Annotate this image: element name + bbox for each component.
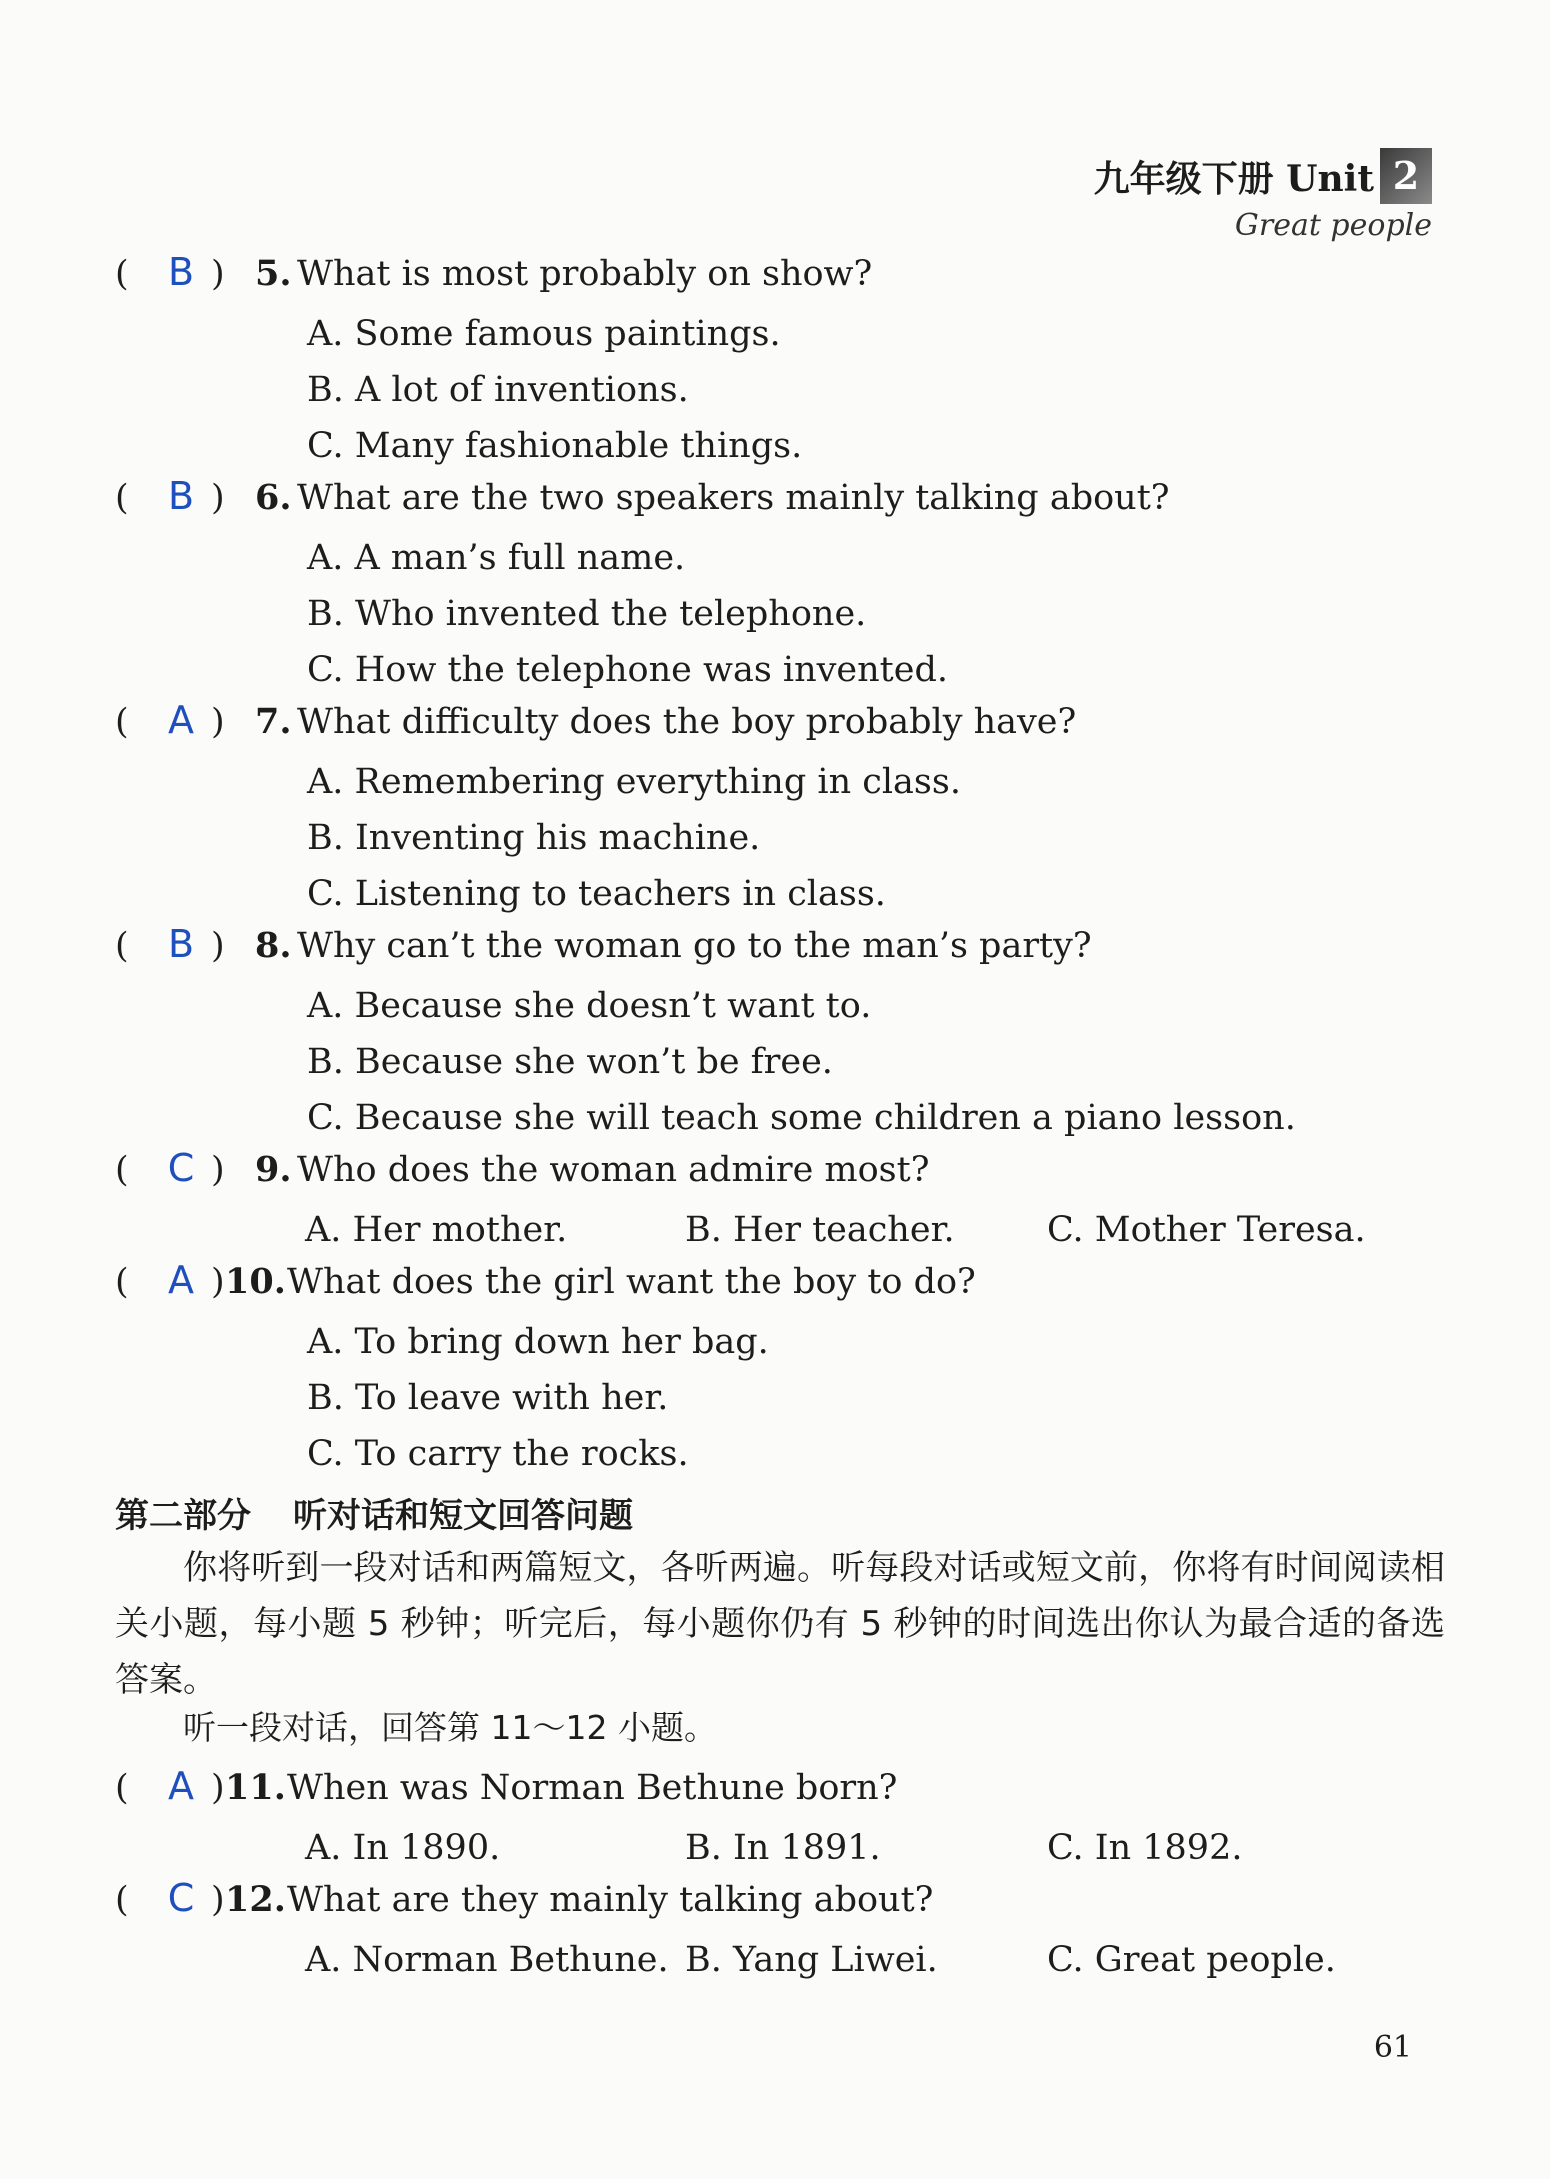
question-11: [115, 1764, 1445, 1876]
option-b: B. Inventing his machine.: [307, 818, 761, 858]
question-number: 7.: [255, 701, 292, 742]
section-label: 第二部分: [115, 1496, 251, 1536]
option-a: A. A man’s full name.: [307, 538, 686, 578]
option-b: B. Yang Liwei.: [685, 1940, 938, 1980]
question-line: [115, 474, 1445, 530]
paren-open: (: [115, 1150, 129, 1190]
question-line: [115, 1258, 1445, 1314]
option-c: C. Many fashionable things.: [307, 426, 803, 466]
header-title: 九年级下册 Unit: [1093, 157, 1374, 200]
question-number: 6.: [255, 477, 292, 518]
option-a: A. Because she doesn’t want to.: [307, 986, 872, 1026]
question-stem: What is most probably on show?: [297, 254, 873, 294]
question-number: 12.: [225, 1879, 286, 1920]
option-b: B. A lot of inventions.: [307, 370, 689, 410]
question-stem: Who does the woman admire most?: [297, 1150, 930, 1190]
section-heading: 听对话和短文回答问题: [293, 1496, 633, 1536]
question-number: 10.: [225, 1261, 286, 1302]
question-line: [115, 1146, 1445, 1202]
options-row: [115, 1932, 1445, 1988]
question-5: [115, 250, 1445, 474]
option-a: A. To bring down her bag.: [307, 1322, 769, 1362]
page-header: [1094, 148, 1432, 243]
answer-mark: C: [167, 1876, 195, 1920]
question-number: 5.: [255, 253, 292, 294]
paren-close: ): [211, 702, 225, 742]
paren-open: (: [115, 702, 129, 742]
paren-close: ): [211, 254, 225, 294]
question-number: 8.: [255, 925, 292, 966]
question-stem: What does the girl want the boy to do?: [287, 1262, 976, 1302]
question-6: [115, 474, 1445, 698]
paren-open: (: [115, 254, 129, 294]
question-stem: What are the two speakers mainly talking about?: [297, 478, 1170, 518]
option-b: B. Because she won’t be free.: [307, 1042, 833, 1082]
paren-open: (: [115, 926, 129, 966]
question-line: [115, 1876, 1445, 1932]
option-b: B. In 1891.: [685, 1828, 881, 1868]
option-a: A. Her mother.: [305, 1210, 568, 1250]
question-stem: What are they mainly talking about?: [287, 1880, 934, 1920]
option-b: B. To leave with her.: [307, 1378, 669, 1418]
question-line: [115, 698, 1445, 754]
paren-open: (: [115, 1262, 129, 1302]
question-8: [115, 922, 1445, 1146]
header-subtitle: Great people: [1234, 208, 1432, 243]
option-c: C. Listening to teachers in class.: [307, 874, 886, 914]
answer-mark: B: [167, 250, 195, 294]
section-2-title: [115, 1488, 633, 1537]
section-instructions: 你将听到一段对话和两篇短文，各听两遍。听每段对话或短文前，你将有时间阅读相关小题，每小题 5 秒钟；听完后，每小题你仍有 5 秒钟的时间选出你认为最合适的备选答案。: [115, 1548, 1445, 1700]
option-a: A. Remembering everything in class.: [307, 762, 961, 802]
page-number: 61: [1373, 2030, 1412, 2065]
paren-close: ): [211, 1262, 225, 1302]
answer-mark: A: [168, 698, 194, 742]
options-row: [115, 1820, 1445, 1876]
paren-close: ): [211, 478, 225, 518]
option-a: A. Norman Bethune.: [305, 1940, 669, 1980]
question-number: 11.: [225, 1767, 286, 1808]
question-number: 9.: [255, 1149, 292, 1190]
answer-mark: C: [167, 1146, 195, 1190]
option-a: A. Some famous paintings.: [307, 314, 781, 354]
dialogue-subhead: 听一段对话，回答第 11～12 小题。: [183, 1708, 717, 1747]
answer-mark: B: [167, 922, 195, 966]
question-10: [115, 1258, 1445, 1482]
question-9: [115, 1146, 1445, 1258]
question-12: [115, 1876, 1445, 1988]
question-stem: When was Norman Bethune born?: [287, 1768, 898, 1808]
option-c: C. To carry the rocks.: [307, 1434, 689, 1474]
question-line: [115, 1764, 1445, 1820]
answer-mark: B: [167, 474, 195, 518]
option-c: C. In 1892.: [1047, 1828, 1243, 1868]
answer-mark: A: [168, 1764, 194, 1808]
paren-close: ): [211, 1150, 225, 1190]
question-line: [115, 250, 1445, 306]
paren-close: ): [211, 926, 225, 966]
unit-number-badge: 2: [1380, 148, 1432, 204]
option-c: C. How the telephone was invented.: [307, 650, 948, 690]
option-c: C. Because she will teach some children a piano lesson.: [307, 1098, 1296, 1138]
option-c: C. Mother Teresa.: [1047, 1210, 1366, 1250]
paren-close: ): [211, 1768, 225, 1808]
options-row: [115, 1202, 1445, 1258]
question-stem: What difficulty does the boy probably have?: [297, 702, 1077, 742]
question-7: [115, 698, 1445, 922]
paren-close: ): [211, 1880, 225, 1920]
paren-open: (: [115, 478, 129, 518]
header-line: [1094, 148, 1432, 204]
question-line: [115, 922, 1445, 978]
option-a: A. In 1890.: [305, 1828, 501, 1868]
option-b: B. Who invented the telephone.: [307, 594, 867, 634]
option-b: B. Her teacher.: [685, 1210, 955, 1250]
paren-open: (: [115, 1768, 129, 1808]
option-c: C. Great people.: [1047, 1940, 1336, 1980]
answer-mark: A: [168, 1258, 194, 1302]
paren-open: (: [115, 1880, 129, 1920]
question-stem: Why can’t the woman go to the man’s party?: [297, 926, 1092, 966]
